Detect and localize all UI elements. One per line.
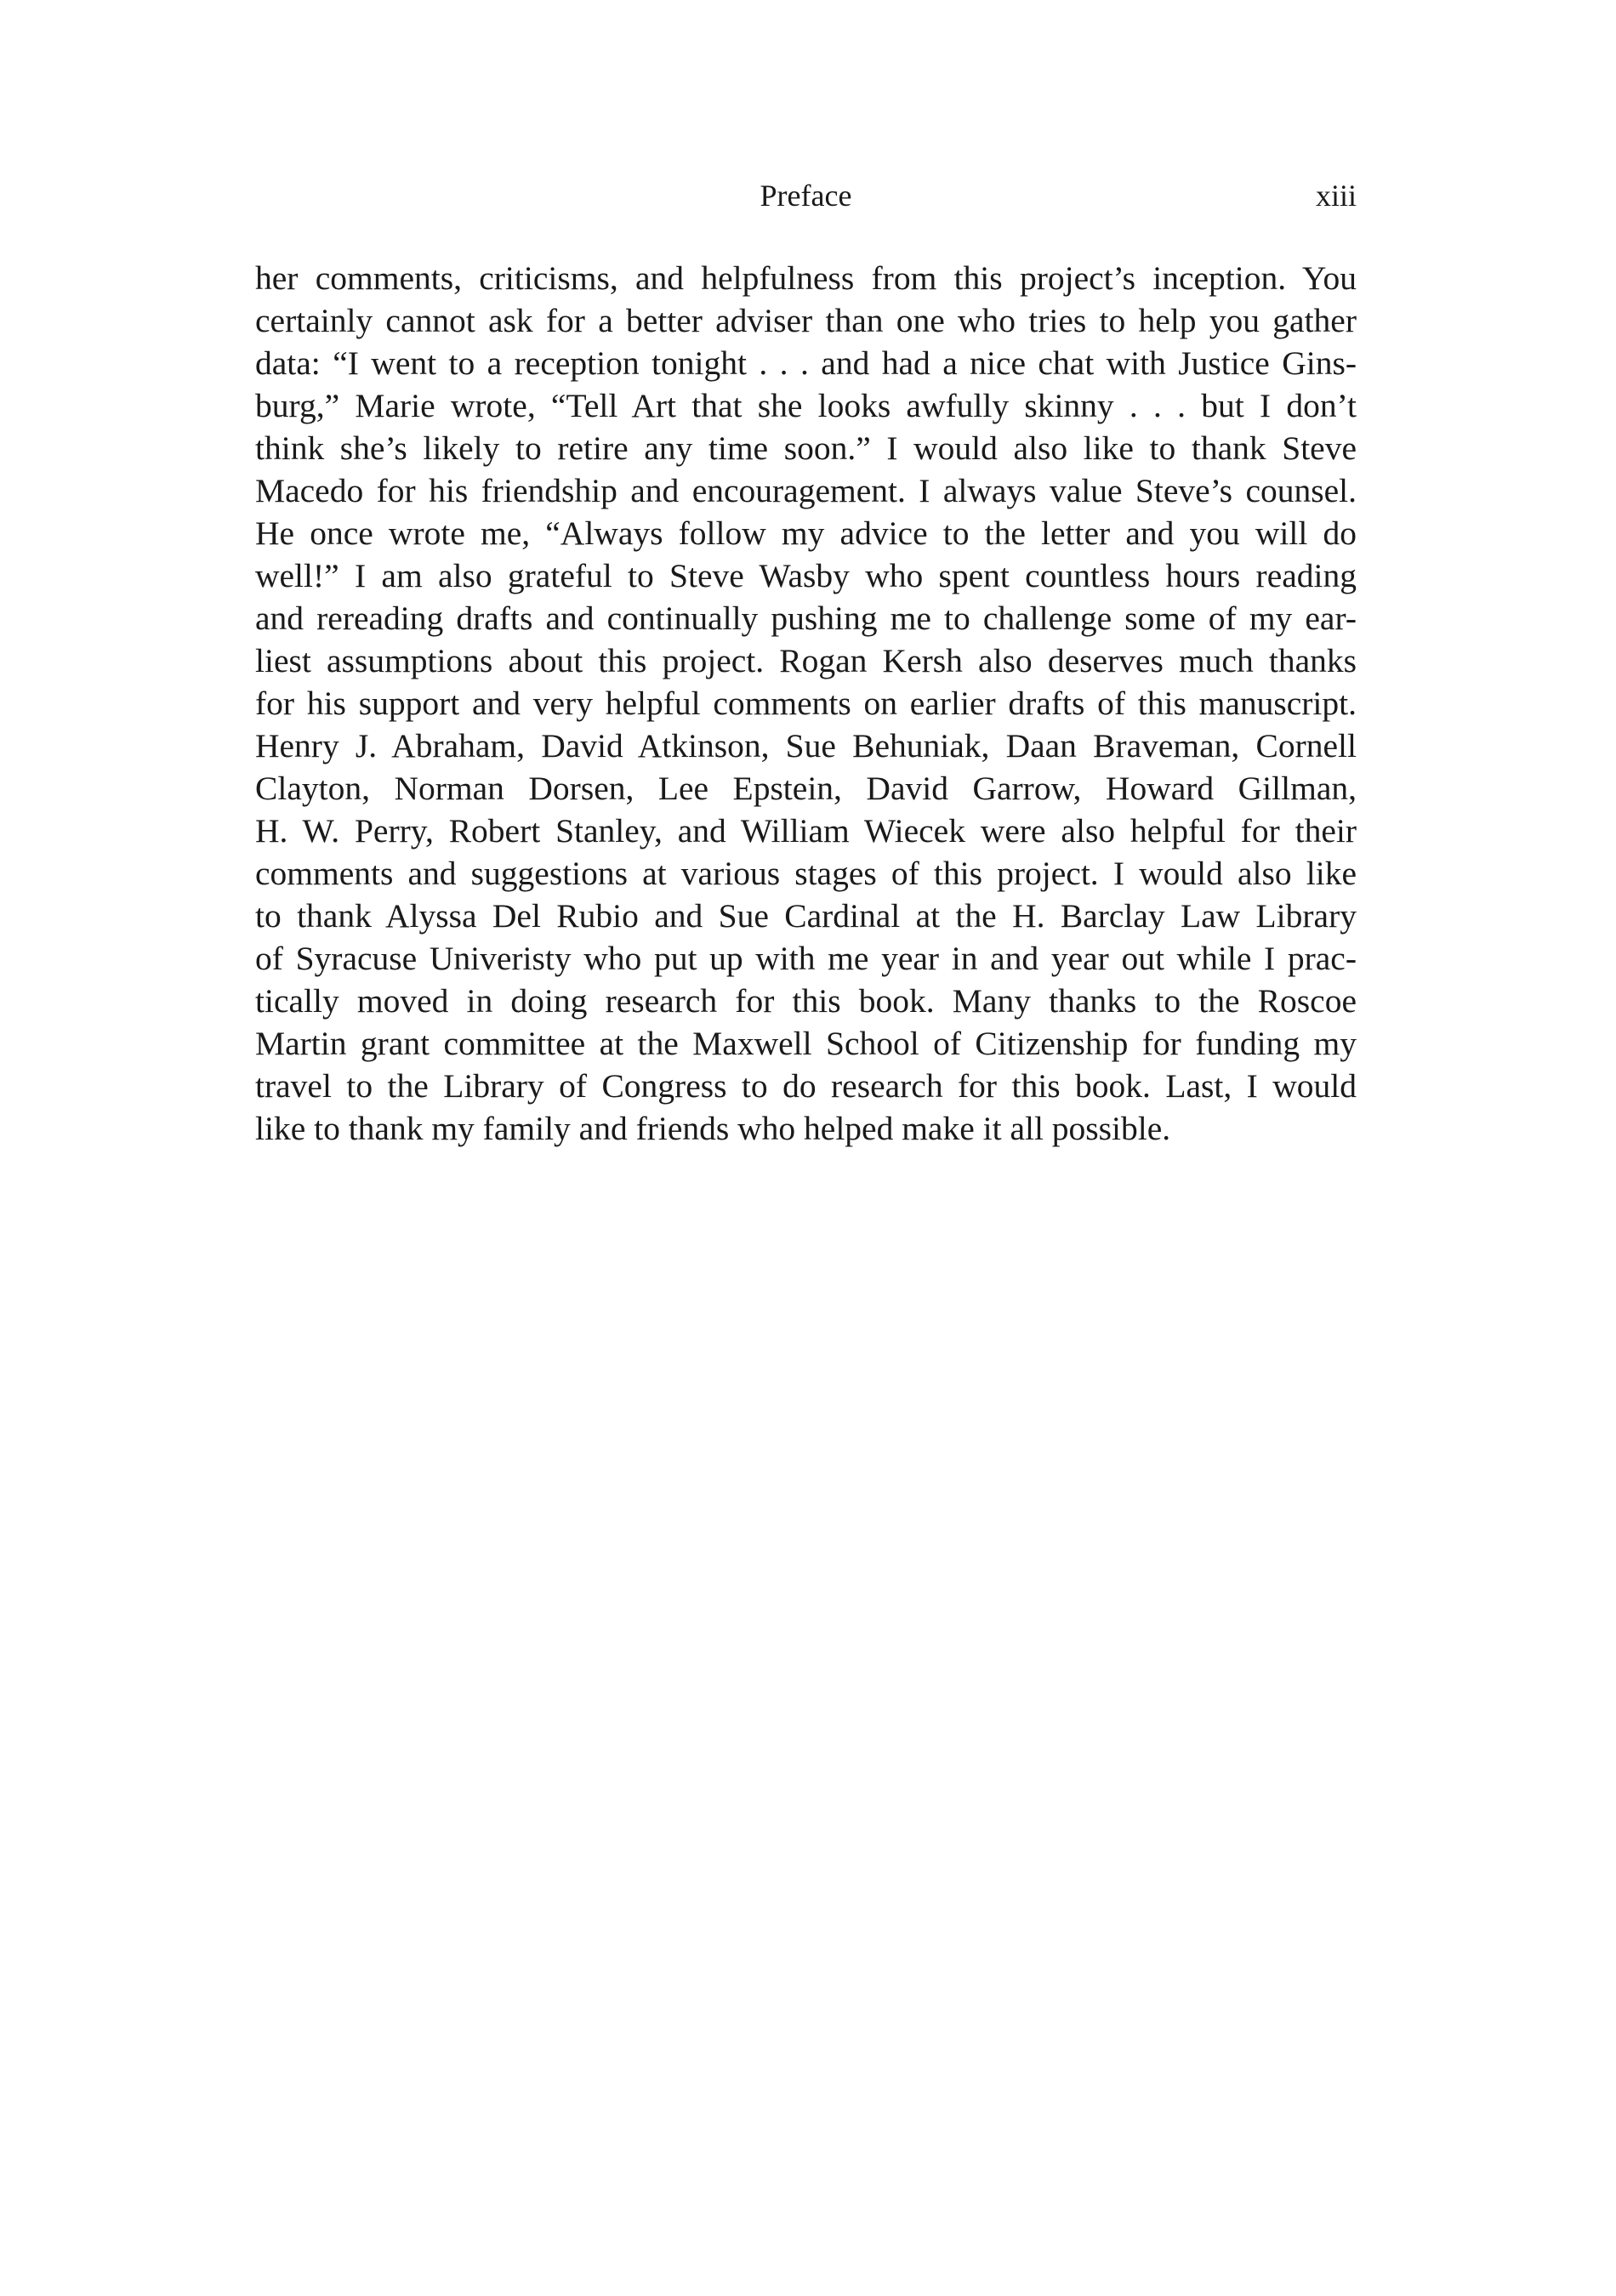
- text-line: comments and suggestions at various stages of this project. I would also like: [255, 855, 1357, 892]
- text-line: Clayton, Norman Dorsen, Lee Epstein, David Garrow, Howard Gillman,: [255, 770, 1357, 807]
- text-line: tically moved in doing research for this book. Many thanks to the Roscoe: [255, 982, 1357, 1020]
- text-line: data: “I went to a reception tonight . . . and had a nice chat with Justice Gins-: [255, 344, 1357, 382]
- text-line: liest assumptions about this project. Rogan Kersh also deserves much thanks: [255, 642, 1357, 679]
- text-line: Martin grant committee at the Maxwell School of Citizenship for funding my: [255, 1025, 1357, 1062]
- page-number: xiii: [1315, 179, 1357, 213]
- text-line: burg,” Marie wrote, “Tell Art that she looks awfully skinny . . . but I don’t: [255, 387, 1357, 424]
- text-line: think she’s likely to retire any time soon.” I would also like to thank Steve: [255, 429, 1357, 467]
- body-paragraph: [255, 257, 1357, 1150]
- text-line: well!” I am also grateful to Steve Wasby who spent countless hours reading: [255, 557, 1357, 594]
- text-line: travel to the Library of Congress to do research for this book. Last, I would: [255, 1067, 1357, 1105]
- text-line: Macedo for his friendship and encouragement. I always value Steve’s counsel.: [255, 472, 1357, 509]
- text-line: certainly cannot ask for a better adviser than one who tries to help you gather: [255, 302, 1357, 339]
- text-line: H. W. Perry, Robert Stanley, and William Wiecek were also helpful for their: [255, 812, 1357, 850]
- running-head: [255, 174, 1357, 217]
- text-line: Henry J. Abraham, David Atkinson, Sue Behuniak, Daan Braveman, Cornell: [255, 727, 1357, 764]
- text-line: to thank Alyssa Del Rubio and Sue Cardinal at the H. Barclay Law Library: [255, 897, 1357, 935]
- text-line: of Syracuse Univeristy who put up with me year in and year out while I prac-: [255, 940, 1357, 977]
- running-title: Preface: [760, 179, 852, 213]
- text-line: for his support and very helpful comments on earlier drafts of this manuscript.: [255, 685, 1357, 722]
- text-line: her comments, criticisms, and helpfulness from this project’s inception. You: [255, 259, 1357, 297]
- text-line: and rereading drafts and continually pushing me to challenge some of my ear-: [255, 600, 1357, 637]
- text-line: He once wrote me, “Always follow my advice to the letter and you will do: [255, 514, 1357, 552]
- text-line: like to thank my family and friends who helped make it all possible.: [255, 1110, 1171, 1147]
